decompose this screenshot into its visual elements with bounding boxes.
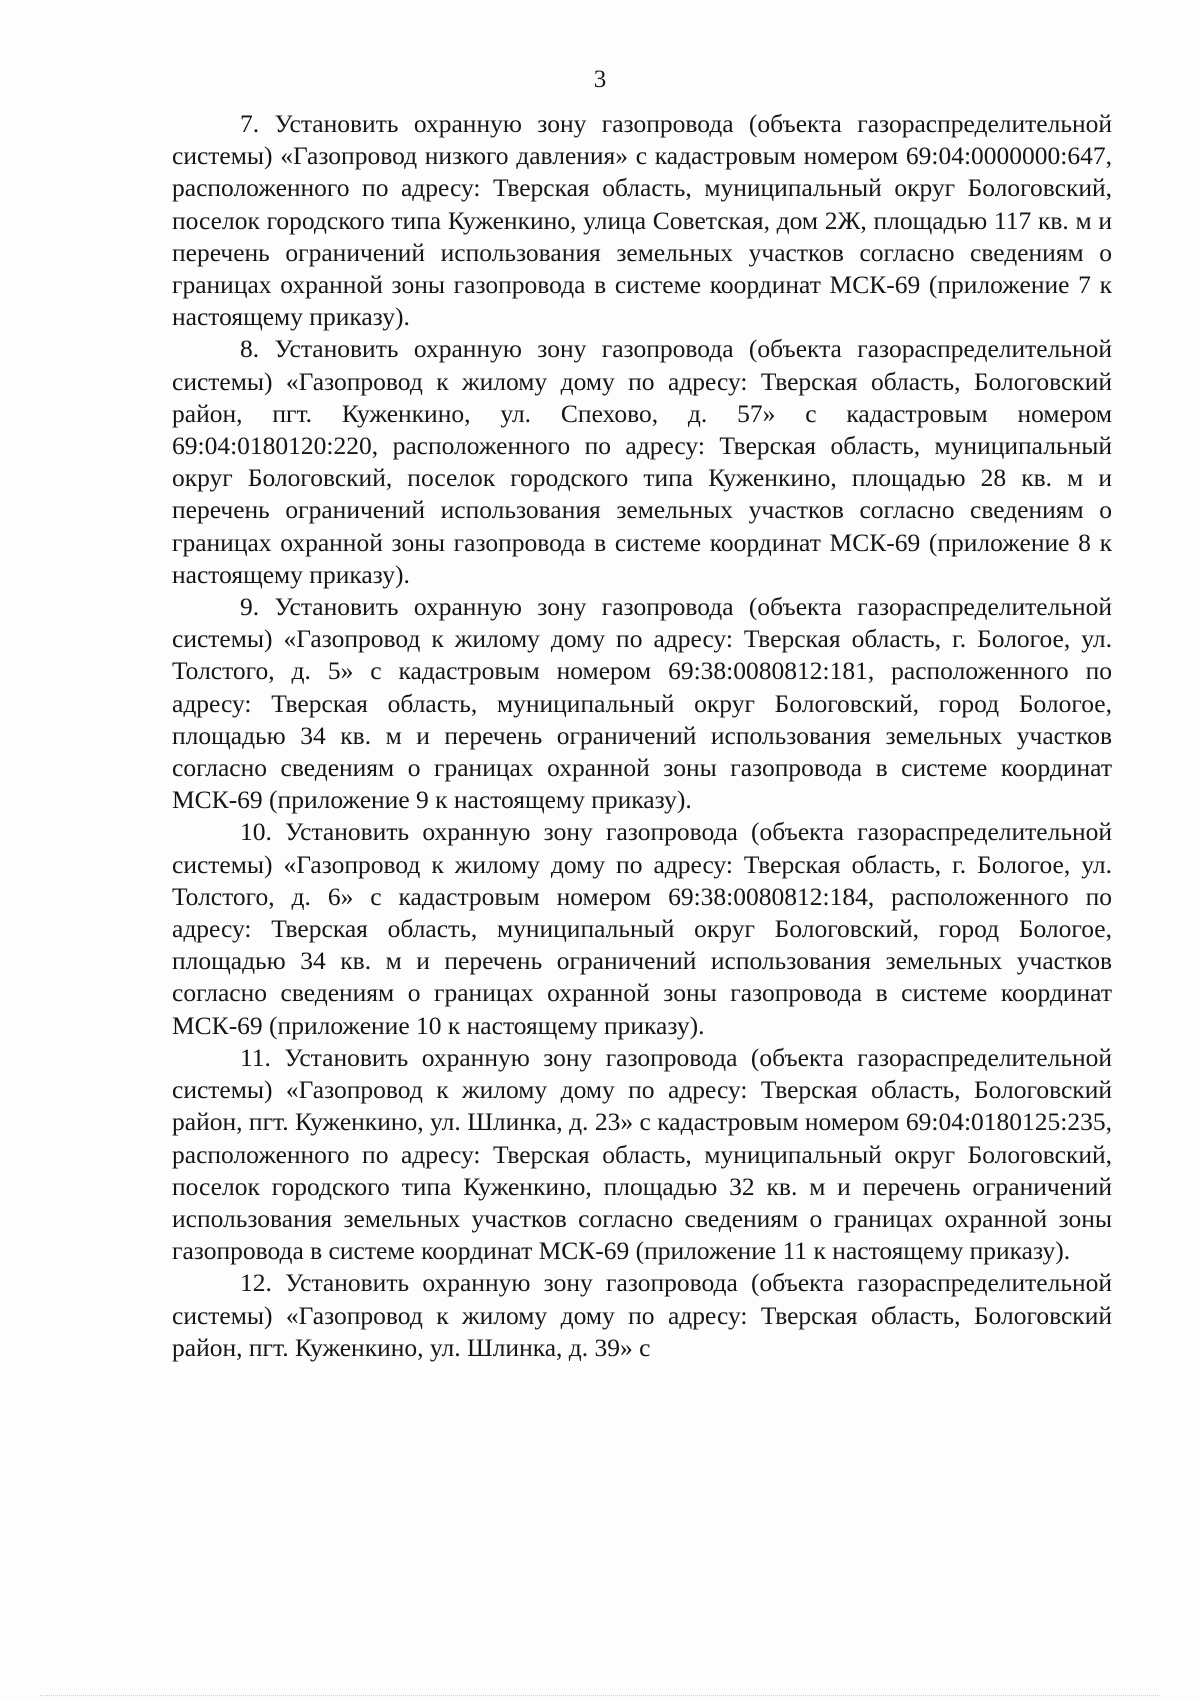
paragraph-item-12: 12. Установить охранную зону газопровода (объекта газораспределительной системы) «Газопровод к жилому дому по адресу: Тверская область, Бологовский район, пгт. Куженкино, ул. Шлинка, д. 39» с [172,1268,1112,1362]
paragraph-item-7: 7. Установить охранную зону газопровода (объекта газораспределительной системы) «Газопровод низкого давления» с кадастровым номером 69:04:0000000:647, расположенного по адресу: Тверская область, муниципальный округ Бологовский, поселок городского типа Куженкино, улица Советская, дом 2Ж, площадью 117 кв. м и перечень ограничений использования земельных участков согласно сведениям о границах охранной зоны газопровода в системе координат МСК-69 (приложение 7 к настоящему приказу). [172,109,1112,332]
paragraph-item-8: 8. Установить охранную зону газопровода (объекта газораспределительной системы) «Газопровод к жилому дому по адресу: Тверская область, Бологовский район, пгт. Куженкино, ул. Спехово, д. 57» с кадастровым номером 69:04:0180120:220, расположенного по адресу: Тверская область, муниципальный округ Бологовский, поселок городского типа Куженкино, площадью 28 кв. м и перечень ограничений использования земельных участков согласно сведениям о границах охранной зоны газопровода в системе координат МСК-69 (приложение 8 к настоящему приказу). [172,334,1112,589]
paragraph-item-11: 11. Установить охранную зону газопровода (объекта газораспределительной системы) «Газопровод к жилому дому по адресу: Тверская область, Бологовский район, пгт. Куженкино, ул. Шлинка, д. 23» с кадастровым номером 69:04:0180125:235, расположенного по адресу: Тверская область, муниципальный округ Бологовский, поселок городского типа Куженкино, площадью 32 кв. м и перечень ограничений использования земельных участков согласно сведениям о границах охранной зоны газопровода в системе координат МСК-69 (приложение 11 к настоящему приказу). [172,1042,1112,1266]
page-number: 3 [593,66,607,93]
scan-noise-bottom [40,1685,1160,1696]
scan-noise-top [440,10,740,24]
document-body [172,108,1112,1364]
paragraph-item-9: 9. Установить охранную зону газопровода (объекта газораспределительной системы) «Газопровод к жилому дому по адресу: Тверская область, г. Бологое, ул. Толстого, д. 5» с кадастровым номером 69:38:0080812:181, расположенного по адресу: Тверская область, муниципальный округ Бологовский, город Бологое, площадью 34 кв. м и перечень ограничений использования земельных участков согласно сведениям о границах охранной зоны газопровода в системе координат МСК-69 (приложение 9 к настоящему приказу). [172,592,1112,815]
paragraph-item-10: 10. Установить охранную зону газопровода (объекта газораспределительной системы) «Газопровод к жилому дому по адресу: Тверская область, г. Бологое, ул. Толстого, д. 6» с кадастровым номером 69:38:0080812:184, расположенного по адресу: Тверская область, муниципальный округ Бологовский, город Бологое, площадью 34 кв. м и перечень ограничений использования земельных участков согласно сведениям о границах охранной зоны газопровода в системе координат МСК-69 (приложение 10 к настоящему приказу). [172,817,1112,1040]
